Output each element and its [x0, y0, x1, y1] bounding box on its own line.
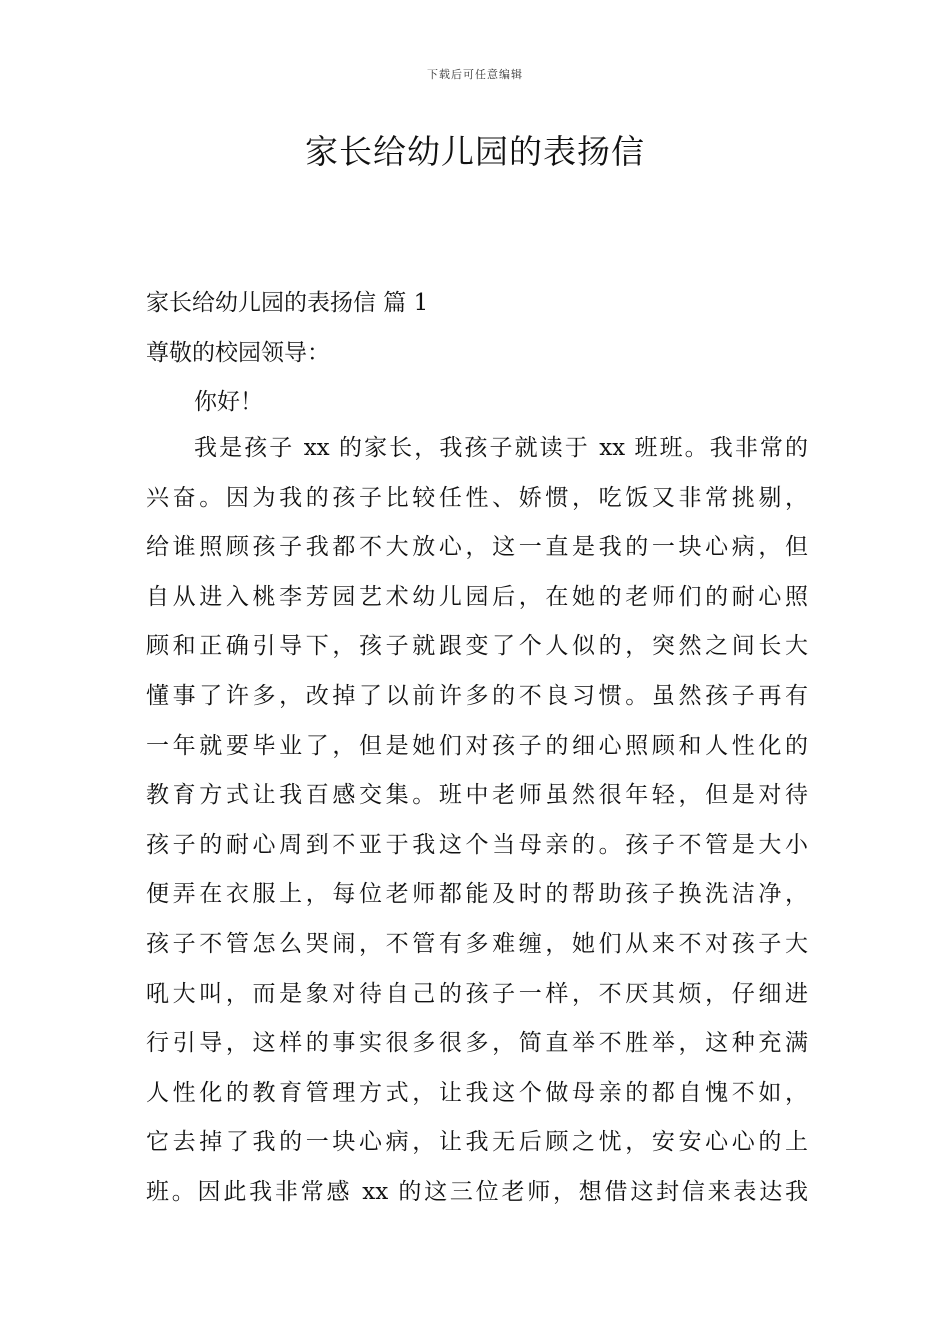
section-heading: 家长给幼儿园的表扬信 篇 1 — [146, 290, 429, 316]
body-line: 自从进入桃李芳园艺术幼儿园后，在她的老师们的耐心照 — [146, 583, 808, 610]
header-note: 下载后可任意编辑 — [427, 68, 523, 81]
body-line: 给谁照顾孩子我都不大放心，这一直是我的一块心病，但 — [146, 534, 808, 561]
body-line: 教育方式让我百感交集。班中老师虽然很年轻，但是对待 — [146, 782, 808, 809]
body-line: 孩子不管怎么哭闹，不管有多难缠，她们从来不对孩子大 — [146, 930, 808, 957]
body-line: 孩子的耐心周到不亚于我这个当母亲的。孩子不管是大小 — [146, 831, 808, 858]
body-line: 顾和正确引导下，孩子就跟变了个人似的，突然之间长大 — [146, 633, 808, 660]
body-line: 懂事了许多，改掉了以前许多的不良习惯。虽然孩子再有 — [146, 682, 808, 709]
body-line: 行引导，这样的事实很多很多，简直举不胜举，这种充满 — [146, 1030, 808, 1057]
body-line: 兴奋。因为我的孩子比较任性、娇惯，吃饭又非常挑剔， — [146, 484, 808, 511]
salutation: 尊敬的校园领导： — [146, 340, 330, 366]
body-line: 班。因此我非常感 xx 的这三位老师，想借这封信来表达我 — [146, 1178, 808, 1205]
body-line: 它去掉了我的一块心病，让我无后顾之忧，安安心心的上 — [146, 1129, 808, 1156]
body-line: 人性化的教育管理方式，让我这个做母亲的都自愧不如， — [146, 1079, 808, 1106]
body-line: 吼大叫，而是象对待自己的孩子一样，不厌其烦，仔细进 — [146, 980, 808, 1007]
body-line: 我是孩子 xx 的家长，我孩子就读于 xx 班班。我非常的 — [194, 435, 808, 461]
letter-body — [146, 432, 808, 1226]
body-line: 一年就要毕业了，但是她们对孩子的细心照顾和人性化的 — [146, 732, 808, 759]
body-line: 便弄在衣服上，每位老师都能及时的帮助孩子换洗洁净， — [146, 881, 808, 908]
document-title: 家长给幼儿园的表扬信 — [305, 132, 645, 171]
greeting: 你好！ — [194, 389, 263, 415]
